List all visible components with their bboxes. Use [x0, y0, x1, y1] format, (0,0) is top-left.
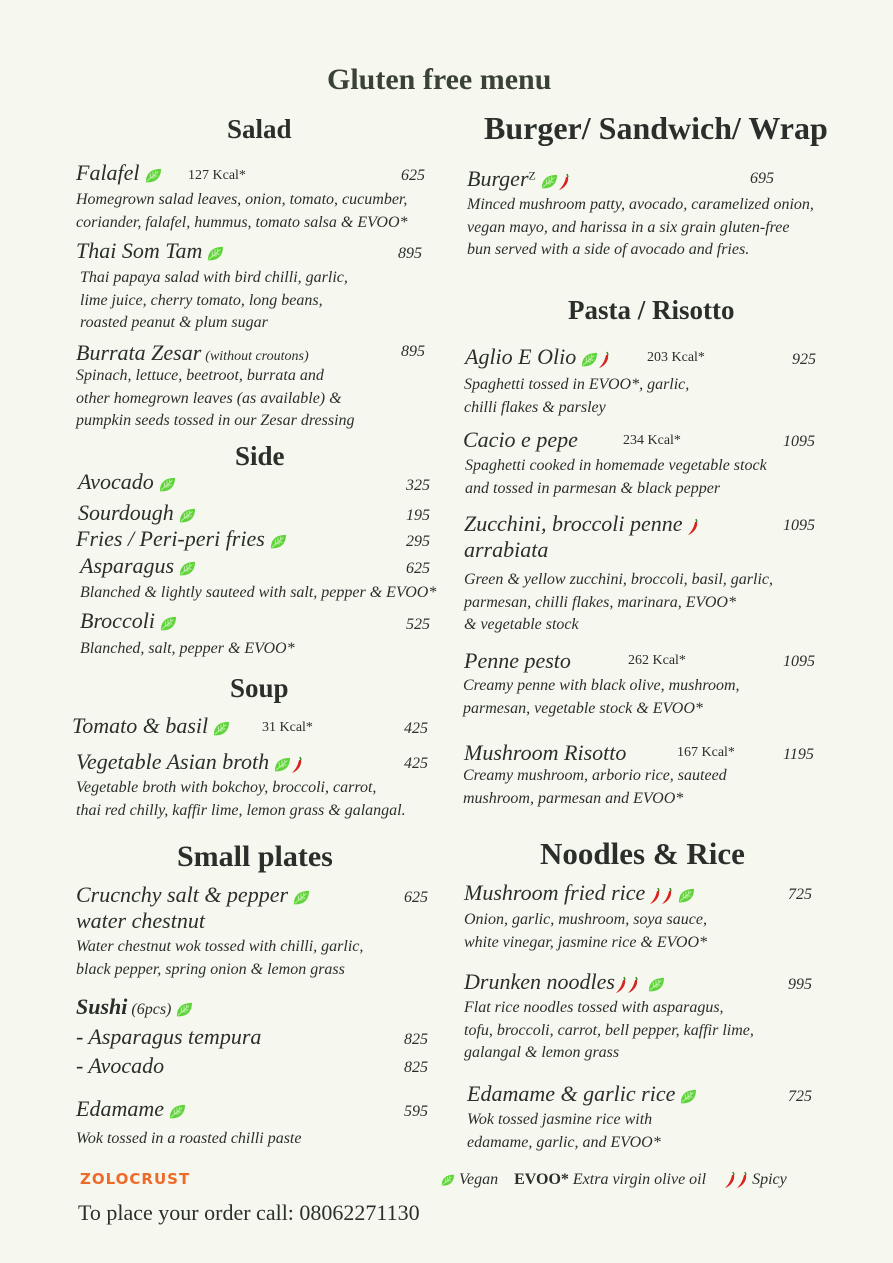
item-note: (6pcs) [131, 1001, 172, 1018]
menu-item-sushi [76, 994, 193, 1022]
item-kcal: 203 Kcal* [647, 350, 705, 365]
item-name: Thai Som Tam [76, 238, 203, 263]
item-description: Wok tossed jasmine rice with edamame, garlic, and EVOO* [467, 1111, 661, 1151]
menu-item-aglio-e-olio [465, 344, 610, 370]
menu-item-drunken-noodles [464, 969, 665, 995]
item-description: Homegrown salad leaves, onion, tomato, cucumber, coriander, falafel, hummus, tomato salsa & EVOO* [76, 191, 408, 231]
legend-evoo-abbr: EVOO* [514, 1171, 569, 1188]
item-name: Mushroom Risotto [464, 740, 627, 765]
item-price: 725 [788, 886, 812, 903]
item-name: Broccoli [80, 608, 155, 633]
menu-item-sushi-avocado: - Avocado [76, 1053, 165, 1078]
chili-icon [724, 1171, 736, 1189]
vegan-leaf-icon [159, 616, 177, 632]
item-description: Blanched & lightly sauteed with salt, pepper & EVOO* [80, 584, 437, 601]
menu-item-cacio-e-pepe [463, 427, 578, 453]
menu-item-mushroom-risotto [464, 740, 626, 766]
menu-item-asparagus-tempura: - Asparagus tempura [76, 1024, 262, 1049]
menu-item-penne-pesto [464, 648, 571, 674]
item-description: Water chestnut wok tossed with chilli, garlic, black pepper, spring onion & lemon grass [76, 938, 364, 978]
vegan-leaf-icon [540, 174, 558, 190]
legend-spicy: Spicy [752, 1171, 787, 1188]
item-name: Crucnchy salt & pepper [76, 882, 289, 907]
vegan-leaf-icon [144, 168, 162, 184]
chili-icon [627, 976, 639, 994]
item-name: Mushroom fried rice [464, 880, 646, 905]
menu-item-falafel [76, 160, 162, 186]
vegan-leaf-icon [679, 1089, 697, 1105]
item-name: Sourdough [78, 500, 174, 525]
item-name: Edamame & garlic rice [467, 1081, 676, 1106]
menu-item-edamame-garlic-rice [467, 1081, 697, 1107]
vegan-leaf-icon [440, 1174, 455, 1187]
item-name: Burrata Zesar [76, 340, 202, 365]
chili-icon [736, 1171, 748, 1189]
item-kcal: 262 Kcal* [628, 653, 686, 668]
vegan-leaf-icon [212, 721, 230, 737]
menu-item-avocado [78, 469, 176, 495]
item-name: Aglio E Olio [465, 344, 577, 369]
menu-item-edamame [76, 1096, 186, 1122]
menu-item-burger [467, 166, 570, 192]
item-price: 1095 [783, 653, 815, 670]
legend-vegan: Vegan [459, 1171, 499, 1188]
order-phone: To place your order call: 08062271130 [78, 1200, 420, 1225]
section-heading-side: Side [235, 441, 285, 471]
item-price: 625 [401, 167, 425, 184]
vegan-leaf-icon [158, 477, 176, 493]
menu-item-vegetable-asian-broth [76, 749, 303, 775]
menu-item-mushroom-fried-rice [464, 880, 695, 906]
item-name: Cacio e pepe [463, 427, 578, 452]
item-price: 895 [398, 245, 422, 262]
section-heading-small-plates: Small plates [177, 840, 333, 873]
item-price: 995 [788, 976, 812, 993]
chili-icon [615, 976, 627, 994]
vegan-leaf-icon [269, 534, 287, 550]
item-price: 695 [750, 170, 774, 187]
menu-item-thai-som-tam [76, 238, 224, 264]
section-heading-salad: Salad [227, 114, 292, 144]
chili-icon [291, 756, 303, 774]
item-price: 825 [404, 1031, 428, 1048]
page-title: Gluten free menu [327, 63, 552, 96]
item-name-line2: water chestnut [76, 908, 205, 933]
vegan-leaf-icon [178, 561, 196, 577]
menu-item-fries [76, 526, 287, 552]
item-name: Zucchini, broccoli penne [464, 511, 683, 536]
item-price: 625 [406, 560, 430, 577]
item-name: Sushi [76, 994, 128, 1019]
menu-item-zucchini-penne [464, 511, 699, 563]
item-price: 425 [404, 720, 428, 737]
item-name: Penne pesto [464, 648, 571, 673]
item-description: Creamy penne with black olive, mushroom, parmesan, vegetable stock & EVOO* [463, 677, 740, 717]
item-kcal: 127 Kcal* [188, 168, 246, 183]
legend [440, 1171, 787, 1189]
vegan-leaf-icon [647, 977, 665, 993]
item-kcal: 234 Kcal* [623, 433, 681, 448]
chili-icon [649, 887, 661, 905]
item-description: Creamy mushroom, arborio rice, sauteed mushroom, parmesan and EVOO* [463, 767, 727, 807]
item-description: Thai papaya salad with bird chilli, garlic, lime juice, cherry tomato, long beans, roasted peanut & plum sugar [80, 269, 348, 331]
menu-item-tomato-basil [72, 713, 230, 739]
vegan-leaf-icon [292, 890, 310, 906]
vegan-leaf-icon [168, 1104, 186, 1120]
item-note: (without croutons) [205, 349, 309, 364]
item-description: Minced mushroom patty, avocado, caramelized onion, vegan mayo, and harissa in a six grain gluten-free bun served with a side of avocado and fries. [467, 196, 814, 258]
section-heading-pasta: Pasta / Risotto [568, 295, 735, 325]
chili-icon [558, 173, 570, 191]
item-name-line2: arrabiata [464, 537, 549, 562]
item-name: Edamame [76, 1096, 164, 1121]
item-name: Avocado [78, 469, 154, 494]
item-name: Asparagus [80, 553, 175, 578]
item-description: Spaghetti tossed in EVOO*, garlic, chilli flakes & parsley [464, 376, 690, 416]
item-name: Fries / Peri-peri fries [76, 526, 265, 551]
item-price: 325 [406, 477, 430, 494]
item-price: 295 [406, 533, 430, 550]
vegan-leaf-icon [580, 352, 598, 368]
chili-icon [687, 518, 699, 536]
item-description: Onion, garlic, mushroom, soya sauce, white vinegar, jasmine rice & EVOO* [464, 911, 708, 951]
menu-item-water-chestnut [76, 882, 310, 934]
vegan-leaf-icon [273, 757, 291, 773]
legend-evoo: Extra virgin olive oil [572, 1171, 707, 1188]
item-price: 825 [404, 1059, 428, 1076]
item-kcal: 167 Kcal* [677, 745, 735, 760]
section-heading-burger: Burger/ Sandwich/ Wrap [484, 110, 828, 146]
item-kcal: 31 Kcal* [262, 720, 313, 735]
item-price: 195 [406, 507, 430, 524]
item-description: Wok tossed in a roasted chilli paste [76, 1130, 302, 1147]
section-heading-noodles: Noodles & Rice [540, 836, 745, 871]
item-price: 525 [406, 616, 430, 633]
menu-item-broccoli [80, 608, 177, 634]
item-price: 595 [404, 1103, 428, 1120]
item-description: Green & yellow zucchini, broccoli, basil, garlic, parmesan, chilli flakes, marinara, EVOO* & vegetable stock [464, 571, 773, 633]
item-price: 1195 [783, 746, 814, 763]
item-price: 895 [401, 343, 425, 360]
menu-item-sourdough [78, 500, 196, 526]
item-price: 725 [788, 1088, 812, 1105]
chili-icon [598, 351, 610, 369]
vegan-leaf-icon [178, 508, 196, 524]
item-price: 425 [404, 755, 428, 772]
menu-item-burrata-zesar [76, 340, 309, 366]
item-superscript: Z [528, 168, 536, 183]
menu-item-asparagus [80, 553, 196, 579]
item-name: Burger [467, 166, 529, 191]
item-description: Spaghetti cooked in homemade vegetable stock and tossed in parmesan & black pepper [465, 457, 767, 497]
item-name: Vegetable Asian broth [76, 749, 270, 774]
vegan-leaf-icon [175, 1002, 193, 1018]
item-price: 1095 [783, 433, 815, 450]
item-name: Tomato & basil [72, 713, 209, 738]
vegan-leaf-icon [677, 888, 695, 904]
item-description: Flat rice noodles tossed with asparagus, tofu, broccoli, carrot, bell pepper, kaffir lime, galangal & lemon grass [464, 999, 754, 1061]
chili-icon [661, 887, 673, 905]
item-name: Drunken noodles [464, 969, 615, 994]
item-price: 625 [404, 889, 428, 906]
item-description: Blanched, salt, pepper & EVOO* [80, 640, 295, 657]
item-price: 925 [792, 351, 816, 368]
section-heading-soup: Soup [230, 673, 289, 703]
brand-logo: ZOLOCRUST [80, 1170, 191, 1188]
item-name: Falafel [76, 160, 140, 185]
vegan-leaf-icon [206, 246, 224, 262]
item-description: Spinach, lettuce, beetroot, burrata and other homegrown leaves (as available) & pumpkin seeds tossed in our Zesar dressing [76, 367, 355, 429]
item-description: Vegetable broth with bokchoy, broccoli, carrot, thai red chilly, kaffir lime, lemon grass & galangal. [76, 779, 406, 819]
item-price: 1095 [783, 517, 815, 534]
